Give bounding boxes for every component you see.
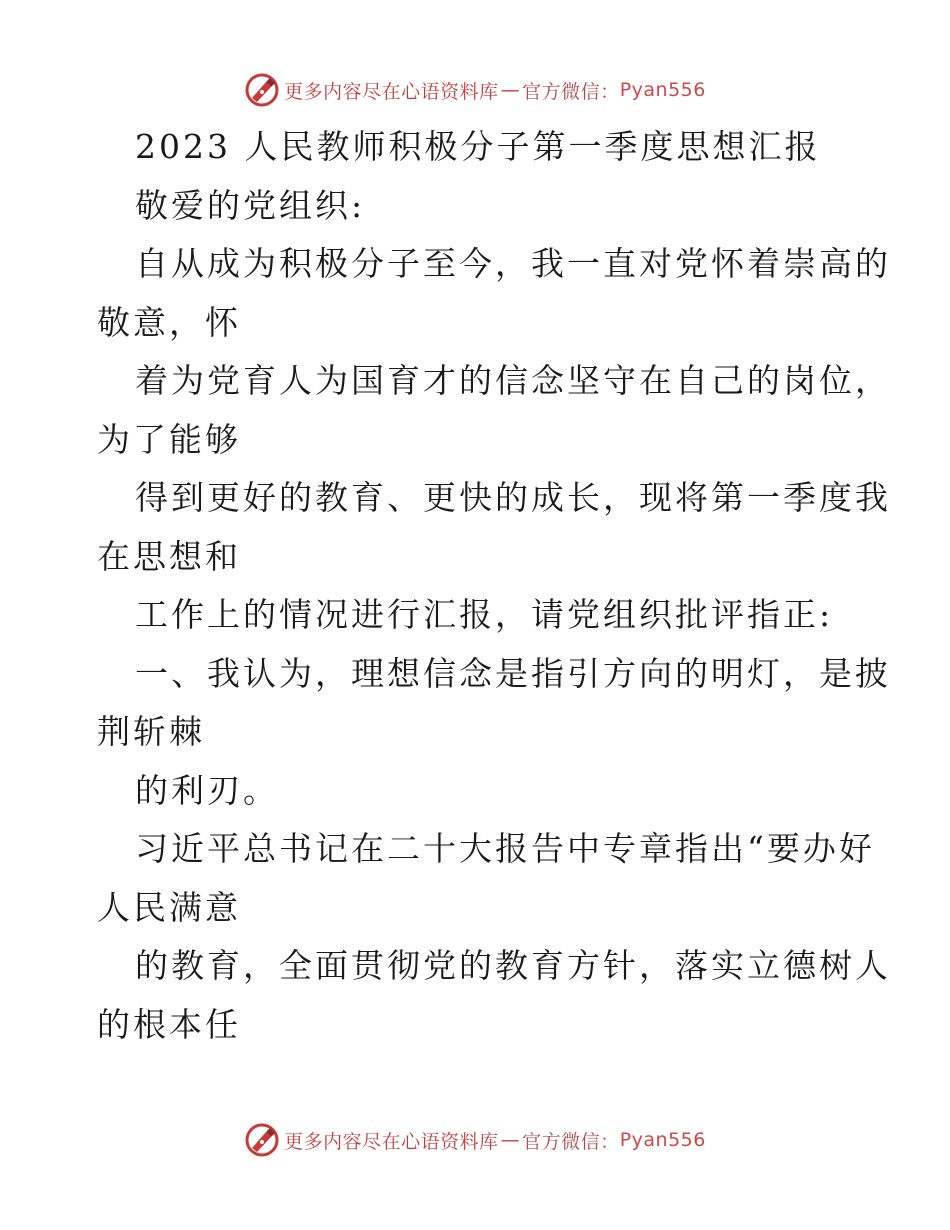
text-line: 自从成为积极分子至今，我一直对党怀着崇高的 <box>135 244 891 283</box>
text-line: 人民满意 <box>97 887 241 927</box>
text-line: 敬爱的党组织: <box>135 185 366 225</box>
banner-wechat-id: Pyan556 <box>619 1129 706 1151</box>
footer-banner <box>0 1120 950 1160</box>
banner-dash: — <box>500 1129 521 1151</box>
text-line: 习近平总书记在二十大报告中专章指出“要办好 <box>135 829 875 868</box>
pen-nib-logo-icon <box>244 1122 280 1158</box>
pen-nib-logo-icon <box>244 72 280 108</box>
text-line: 在思想和 <box>97 536 241 576</box>
banner-main-text: 更多内容尽在心语资料库 <box>284 1130 499 1153</box>
banner-wechat-label: 官方微信： <box>522 80 620 103</box>
banner-main-text: 更多内容尽在心语资料库 <box>284 80 499 103</box>
banner-wechat-id: Pyan556 <box>619 79 706 101</box>
text-line: 着为党育人为国育才的信念坚守在自己的岗位， <box>135 361 891 400</box>
document-body <box>97 118 891 1054</box>
text-line: 的教育，全面贯彻党的教育方针，落实立德树人 <box>135 946 891 985</box>
banner-wechat-label: 官方微信： <box>522 1130 620 1153</box>
text-line: 得到更好的教育、更快的成长，现将第一季度我 <box>135 478 891 517</box>
text-line: 荆斩棘 <box>97 712 205 751</box>
text-line: 敬意，怀 <box>97 302 241 342</box>
text-line: 工作上的情况进行汇报，请党组织批评指正: <box>135 595 834 634</box>
text-line: 为了能够 <box>97 419 241 459</box>
text-line: 2023 人民教师积极分子第一季度思想汇报 <box>135 127 821 166</box>
text-line: 的根本任 <box>97 1004 241 1044</box>
text-line: 的利刃。 <box>135 770 279 810</box>
banner-dash: — <box>500 79 521 101</box>
text-line: 一、我认为，理想信念是指引方向的明灯，是披 <box>135 653 891 693</box>
header-banner <box>0 70 950 110</box>
